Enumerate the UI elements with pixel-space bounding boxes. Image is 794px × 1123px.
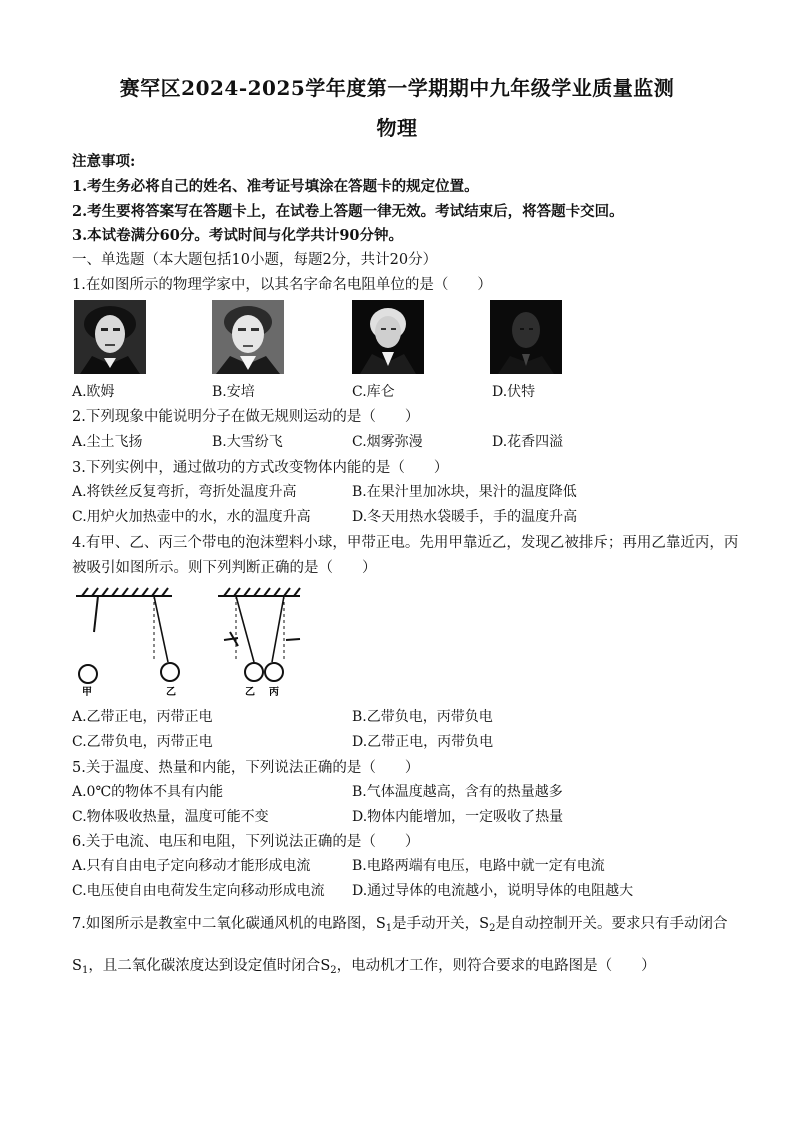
q7-s1-sub: 1 — [385, 923, 393, 934]
q6-option-c[interactable]: C.电压使自由电荷发生定向移动形成电流 — [72, 883, 325, 899]
q3-option-b[interactable]: B.在果汁里加冰块，果汁的温度降低 — [352, 484, 577, 500]
q5-option-c[interactable]: C.物体吸收热量，温度可能不变 — [72, 809, 269, 825]
q2-option-c[interactable]: C.烟雾弥漫 — [352, 434, 423, 450]
q7-s1-second: S — [72, 958, 82, 974]
q3-option-a[interactable]: A.将铁丝反复弯折，弯折处温度升高 — [72, 484, 297, 500]
label-yi-left: 乙 — [166, 687, 176, 698]
ball-jia — [79, 665, 97, 683]
q7-text-5: ，电动机才工作，则符合要求的电路图是（ ） — [336, 958, 656, 974]
portrait-ampere — [212, 300, 284, 374]
q4-option-c[interactable]: C.乙带负电，丙带正电 — [72, 734, 213, 750]
q2-stem: 2.下列现象中能说明分子在做无规则运动的是（ ） — [72, 409, 420, 425]
label-yi-right: 乙 — [245, 687, 255, 698]
q4-option-b[interactable]: B.乙带负电，丙带负电 — [352, 709, 493, 725]
ball-yi-left — [161, 663, 179, 681]
note-item-2: 2.考生要将答案写在答题卡上，在试卷上答题一律无效。考试结束后，将答题卡交回。 — [72, 203, 624, 220]
q7-s2-second-sub: 2 — [330, 965, 337, 976]
q6-option-d[interactable]: D.通过导体的电流越小，说明导体的电阻越大 — [352, 883, 634, 899]
q4-pendulum-figure — [72, 582, 322, 700]
q5-option-b[interactable]: B.气体温度越高，含有的热量越多 — [352, 784, 563, 800]
label-jia: 甲 — [82, 687, 92, 698]
label-bing: 丙 — [269, 687, 279, 698]
q7-text-1: 7.如图所示是教室中二氧化碳通风机的电路图， — [72, 916, 376, 932]
note-item-3: 3.本试卷满分60分。考试时间与化学共计90分钟。 — [72, 227, 403, 244]
exam-title: 赛罕区2024-2025学年度第一学期期中九年级学业质量监测 — [119, 76, 675, 100]
q2-option-d[interactable]: D.花香四溢 — [492, 434, 564, 450]
q7-s2-second: S — [320, 958, 331, 974]
q6-stem: 6.关于电流、电压和电阻，下列说法正确的是（ ） — [72, 834, 420, 850]
q3-stem: 3.下列实例中，通过做功的方式改变物体内能的是（ ） — [72, 460, 449, 476]
q1-option-b[interactable]: B.安培 — [212, 384, 255, 400]
q6-option-a[interactable]: A.只有自由电子定向移动才能形成电流 — [72, 858, 311, 874]
q7-s2: S — [479, 916, 490, 932]
q4-option-d[interactable]: D.乙带正电，丙带负电 — [352, 734, 494, 750]
q1-option-a[interactable]: A.欧姆 — [72, 384, 115, 400]
q1-stem: 1.在如图所示的物理学家中，以其名字命名电阻单位的是（ ） — [72, 277, 492, 293]
section-heading: 一、单选题（本大题包括10小题，每题2分，共计20分） — [72, 252, 438, 268]
q7-s1: S — [375, 916, 386, 932]
q4-option-a[interactable]: A.乙带正电，丙带正电 — [72, 709, 213, 725]
ceiling-left — [76, 588, 172, 596]
q7-s1-second-sub: 1 — [81, 965, 89, 976]
q5-stem: 5.关于温度、热量和内能，下列说法正确的是（ ） — [72, 760, 420, 776]
q7-text-2: 是手动开关， — [392, 916, 480, 932]
q7-stem-line1 — [72, 912, 727, 934]
q7-s2-sub: 2 — [489, 923, 496, 934]
q3-option-c[interactable]: C.用炉火加热壶中的水，水的温度升高 — [72, 509, 311, 525]
q3-option-d[interactable]: D.冬天用热水袋暖手，手的温度升高 — [352, 509, 578, 525]
q2-option-a[interactable]: A.尘土飞扬 — [72, 434, 143, 450]
notes-heading: 注意事项: — [72, 153, 136, 170]
q4-stem-line2: 被吸引如图所示。则下列判断正确的是（ ） — [72, 560, 377, 576]
exam-subject: 物理 — [376, 116, 418, 140]
q2-option-b[interactable]: B.大雪纷飞 — [212, 434, 283, 450]
portrait-volta — [490, 300, 562, 374]
portrait-coulomb — [352, 300, 424, 374]
q5-option-d[interactable]: D.物体内能增加，一定吸收了热量 — [352, 809, 564, 825]
portrait-ohm — [74, 300, 146, 374]
ball-yi-right — [245, 663, 263, 681]
q7-stem-line2 — [72, 954, 656, 976]
q4-stem-line1: 4.有甲、乙、丙三个带电的泡沫塑料小球，甲带正电。先用甲靠近乙，发现乙被排斥；再用乙靠近丙，丙 — [72, 535, 739, 551]
q1-option-d[interactable]: D.伏特 — [492, 384, 536, 400]
ceiling-right — [218, 588, 300, 596]
q5-option-a[interactable]: A.0℃的物体不具有内能 — [72, 784, 224, 800]
q6-option-b[interactable]: B.电路两端有电压，电路中就一定有电流 — [352, 858, 605, 874]
note-item-1: 1.考生务必将自己的姓名、准考证号填涂在答题卡的规定位置。 — [72, 178, 479, 195]
q7-text-3: 是自动控制开关。要求只有手动闭合 — [495, 916, 728, 932]
q7-text-4: ，且二氧化碳浓度达到设定值时闭合 — [88, 958, 321, 974]
ball-bing — [265, 663, 283, 681]
q1-option-c[interactable]: C.库仑 — [352, 384, 395, 400]
